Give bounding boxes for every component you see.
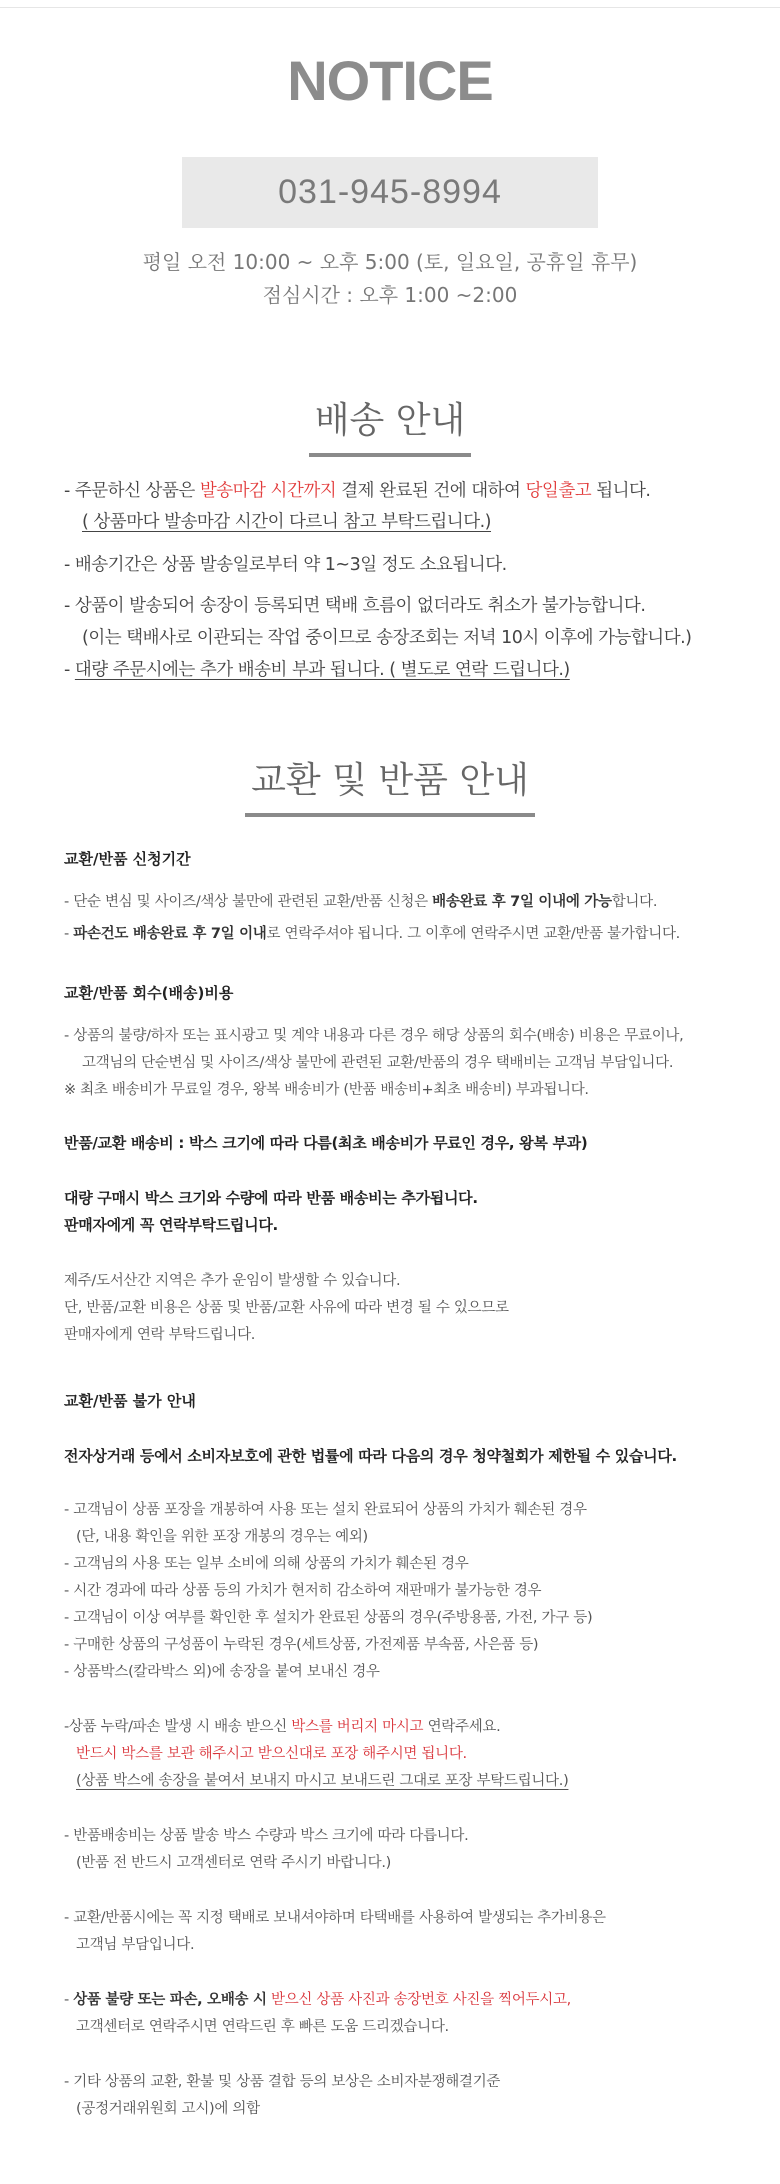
notice-title: NOTICE: [287, 49, 493, 112]
return-fee-note-2: (반품 전 반드시 고객센터로 연락 주시기 바랍니다.): [76, 1855, 392, 1871]
return-fee-line: 반품/교환 배송비 : 박스 크기에 따라 다름(최초 배송비가 무료인 경우, 왕복 부과): [64, 1134, 588, 1152]
compensation-note-2: (공정거래위원회 고시)에 의함: [76, 2101, 260, 2117]
shipping-section-title: 배송 안내: [0, 392, 780, 457]
shipping-line-4: - 상품이 발송되어 송장이 등록되면 택배 흐름이 없더라도 취소가 불가능합니다.: [64, 596, 646, 616]
unable-line-5: - 고객님이 이상 여부를 확인한 후 설치가 완료된 상품의 경우(주방용품, 가전, 가구 등): [64, 1610, 593, 1626]
return-cost-line-2: 고객님의 단순변심 및 사이즈/색상 불만에 관련된 교환/반품의 경우 택배비는 고객님 부담입니다.: [82, 1055, 674, 1071]
top-divider: [0, 7, 780, 8]
unable-line-3: - 고객님의 사용 또는 일부 소비에 의해 상품의 가치가 훼손된 경우: [64, 1556, 469, 1572]
missing-line-2: 반드시 박스를 보관 해주시고 받으신대로 포장 해주시면 됩니다.: [76, 1746, 467, 1762]
lunch-hours: 점심시간 : 오후 1:00 ~2:00: [262, 283, 518, 307]
courier-note-1: - 교환/반품시에는 꼭 지정 택배로 보내셔야하며 타택배를 사용하여 발생되는 추가비용은: [64, 1910, 606, 1926]
courier-note-2: 고객님 부담입니다.: [76, 1937, 195, 1953]
shipping-line-3: - 배송기간은 상품 발송일로부터 약 1~3일 정도 소요됩니다.: [64, 555, 507, 575]
jeju-line-2: 단, 반품/교환 비용은 상품 및 반품/교환 사유에 따라 변경 될 수 있으므로: [64, 1300, 509, 1316]
shipping-line-6: - 대량 주문시에는 추가 배송비 부과 됩니다. ( 별도로 연락 드립니다.): [64, 660, 570, 680]
return-cost-heading: 교환/반품 회수(배송)비용: [64, 984, 234, 1002]
defect-note-1: - 상품 불량 또는 파손, 오배송 시 받으신 상품 사진과 송장번호 사진을 찍어두시고,: [64, 1992, 571, 2008]
return-fee-note-1: - 반품배송비는 상품 발송 박스 수량과 박스 크기에 따라 다릅니다.: [64, 1828, 469, 1844]
unable-heading: 교환/반품 불가 안내: [64, 1392, 196, 1410]
compensation-note-1: - 기타 상품의 교환, 환불 및 상품 결합 등의 보상은 소비자분쟁해결기준: [64, 2074, 501, 2090]
bulk-line-2: 판매자에게 꼭 연락부탁드립니다.: [64, 1216, 278, 1234]
return-period-line-1: - 단순 변심 및 사이즈/색상 불만에 관련된 교환/반품 신청은 배송완료 후 7일 이내에 가능합니다.: [64, 894, 658, 910]
shipping-line-2: ( 상품마다 발송마감 시간이 다르니 참고 부탁드립니다.): [82, 512, 492, 532]
unable-line-6: - 구매한 상품의 구성품이 누락된 경우(세트상품, 가전제품 부속품, 사은품 등): [64, 1637, 539, 1653]
unable-line-4: - 시간 경과에 따라 상품 등의 가치가 현저히 감소하여 재판매가 불가능한 경우: [64, 1583, 542, 1599]
return-cost-line-3: ※ 최초 배송비가 무료일 경우, 왕복 배송비가 (반품 배송비+최초 배송비) 부과됩니다.: [64, 1082, 589, 1098]
business-hours: 평일 오전 10:00 ~ 오후 5:00 (토, 일요일, 공휴일 휴무): [142, 250, 638, 274]
return-period-line-2: - 파손건도 배송완료 후 7일 이내로 연락주셔야 됩니다. 그 이후에 연락주시면 교환/반품 불가합니다.: [64, 926, 680, 942]
jeju-line-3: 판매자에게 연락 부탁드립니다.: [64, 1327, 256, 1343]
jeju-line-1: 제주/도서산간 지역은 추가 운임이 발생할 수 있습니다.: [64, 1273, 401, 1289]
return-cost-line-1: - 상품의 불량/하자 또는 표시광고 및 계약 내용과 다른 경우 해당 상품의 회수(배송) 비용은 무료이나,: [64, 1028, 684, 1044]
shipping-line-5: (이는 택배사로 이관되는 작업 중이므로 송장조회는 저녁 10시 이후에 가능합니다.): [82, 628, 692, 648]
return-period-heading: 교환/반품 신청기간: [64, 850, 191, 868]
missing-line-3: (상품 박스에 송장을 붙여서 보내지 마시고 보내드린 그대로 포장 부탁드립니다.): [76, 1773, 569, 1789]
missing-line-1: -상품 누락/파손 발생 시 배송 받으신 박스를 버리지 마시고 연락주세요.: [64, 1719, 501, 1735]
returns-section-title: 교환 및 반품 안내: [0, 752, 780, 817]
shipping-line-1: - 주문하신 상품은 발송마감 시간까지 결제 완료된 건에 대하여 당일출고 됩니다.: [64, 481, 651, 501]
defect-note-2: 고객센터로 연락주시면 연락드린 후 빠른 도움 드리겠습니다.: [76, 2019, 449, 2035]
phone-number: 031-945-8994: [278, 173, 502, 211]
unable-line-2: (단, 내용 확인을 위한 포장 개봉의 경우는 예외): [76, 1529, 368, 1545]
unable-line-1: - 고객님이 상품 포장을 개봉하여 사용 또는 설치 완료되어 상품의 가치가 훼손된 경우: [64, 1502, 587, 1518]
phone-box: [182, 157, 598, 228]
consumer-law-line: 전자상거래 등에서 소비자보호에 관한 법률에 따라 다음의 경우 청약철회가 제한될 수 있습니다.: [64, 1447, 677, 1465]
bulk-line-1: 대량 구매시 박스 크기와 수량에 따라 반품 배송비는 추가됩니다.: [64, 1189, 478, 1207]
unable-line-7: - 상품박스(칼라박스 외)에 송장을 붙여 보내신 경우: [64, 1664, 380, 1680]
